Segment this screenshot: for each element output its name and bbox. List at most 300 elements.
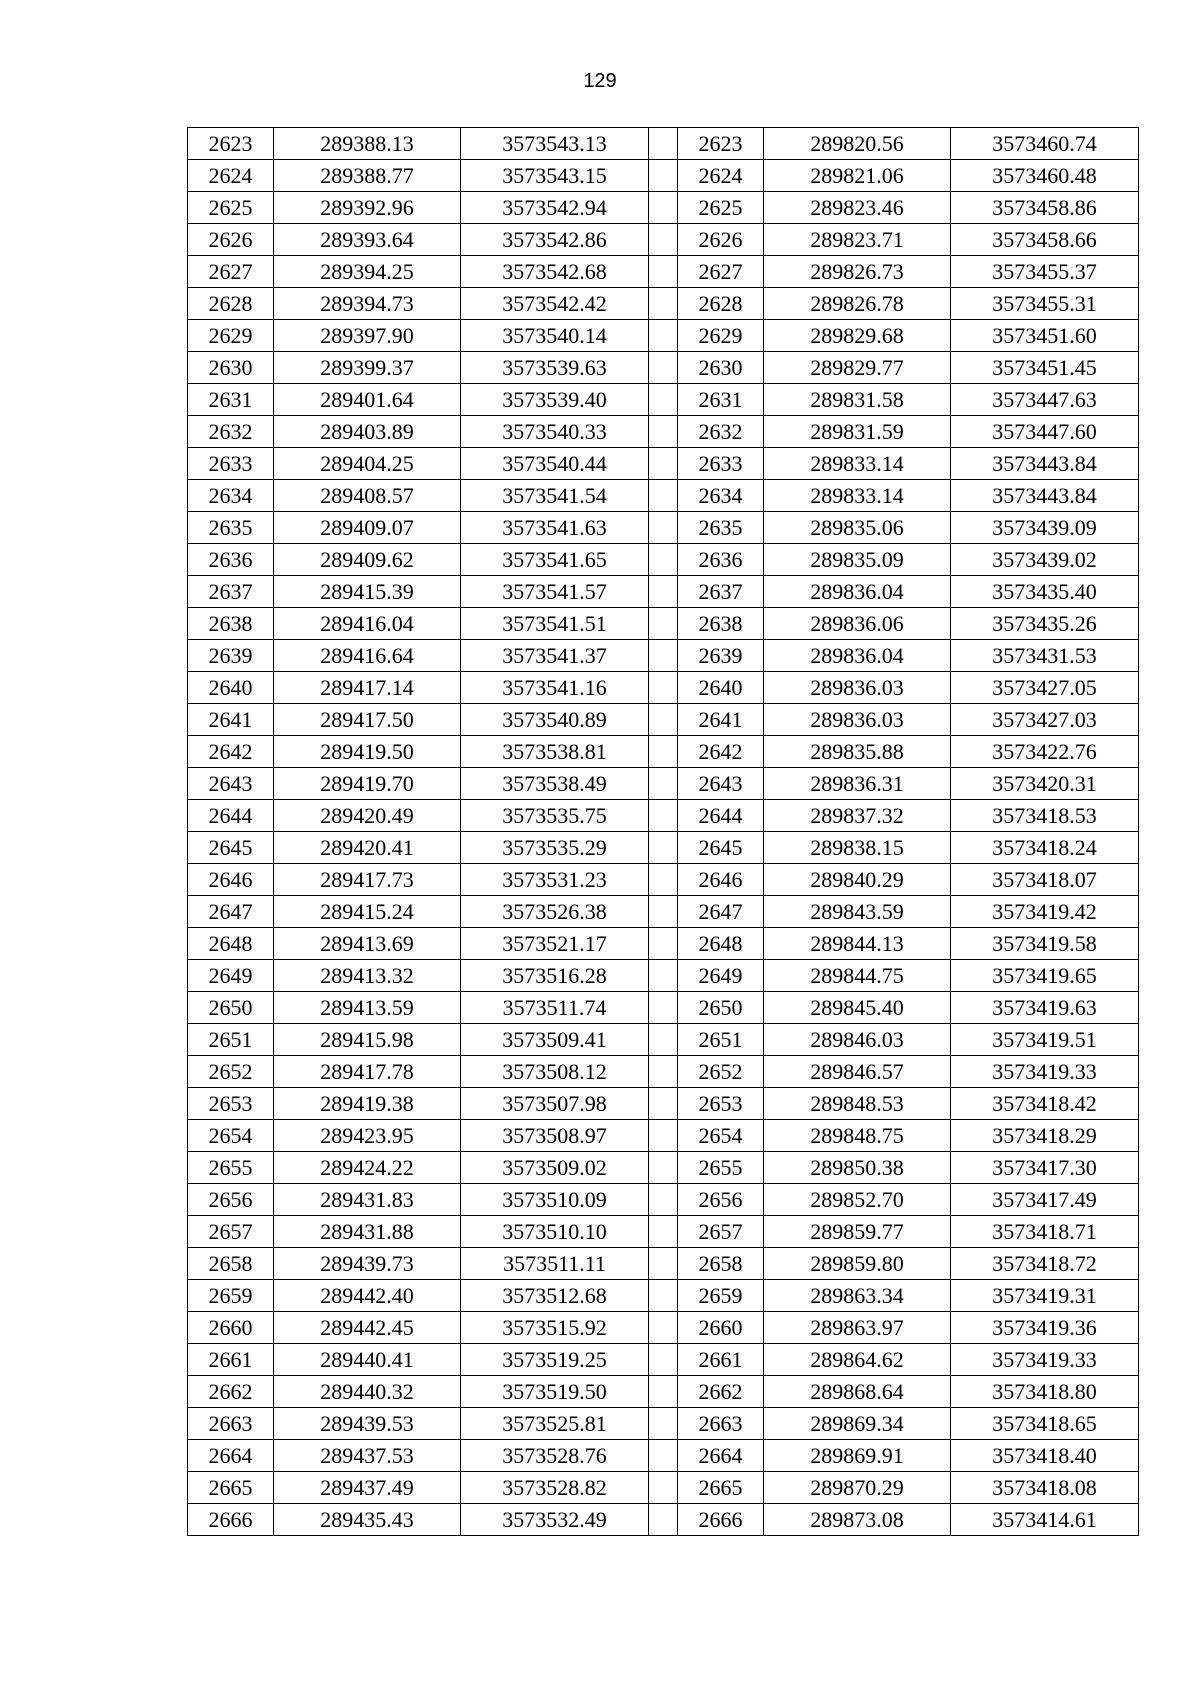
- right-y-coord: 3573427.03: [951, 704, 1139, 736]
- left-x-coord: 289439.53: [274, 1408, 461, 1440]
- left-y-coord: 3573541.63: [461, 512, 649, 544]
- left-y-coord: 3573511.74: [461, 992, 649, 1024]
- left-y-coord: 3573532.49: [461, 1504, 649, 1536]
- right-x-coord: 289833.14: [764, 480, 951, 512]
- table-row: [188, 1472, 1139, 1504]
- right-y-coord: 3573451.45: [951, 352, 1139, 384]
- right-point-id: 2633: [678, 448, 764, 480]
- left-point-id: 2653: [188, 1088, 274, 1120]
- spacer-cell: [649, 576, 678, 608]
- left-x-coord: 289431.88: [274, 1216, 461, 1248]
- spacer-cell: [649, 800, 678, 832]
- spacer-cell: [649, 1248, 678, 1280]
- left-x-coord: 289419.50: [274, 736, 461, 768]
- left-y-coord: 3573541.54: [461, 480, 649, 512]
- table-row: [188, 1376, 1139, 1408]
- spacer-cell: [649, 224, 678, 256]
- right-point-id: 2651: [678, 1024, 764, 1056]
- spacer-cell: [649, 1024, 678, 1056]
- left-point-id: 2661: [188, 1344, 274, 1376]
- right-y-coord: 3573458.86: [951, 192, 1139, 224]
- table-row: [188, 544, 1139, 576]
- right-point-id: 2650: [678, 992, 764, 1024]
- table-row: [188, 1440, 1139, 1472]
- table-row: [188, 864, 1139, 896]
- right-y-coord: 3573418.65: [951, 1408, 1139, 1440]
- right-y-coord: 3573443.84: [951, 480, 1139, 512]
- left-y-coord: 3573542.42: [461, 288, 649, 320]
- right-y-coord: 3573418.29: [951, 1120, 1139, 1152]
- spacer-cell: [649, 1408, 678, 1440]
- right-point-id: 2656: [678, 1184, 764, 1216]
- right-point-id: 2645: [678, 832, 764, 864]
- left-x-coord: 289397.90: [274, 320, 461, 352]
- right-y-coord: 3573422.76: [951, 736, 1139, 768]
- left-point-id: 2638: [188, 608, 274, 640]
- left-x-coord: 289416.04: [274, 608, 461, 640]
- spacer-cell: [649, 736, 678, 768]
- right-y-coord: 3573447.60: [951, 416, 1139, 448]
- right-point-id: 2646: [678, 864, 764, 896]
- table-row: [188, 992, 1139, 1024]
- left-point-id: 2641: [188, 704, 274, 736]
- spacer-cell: [649, 544, 678, 576]
- table-row: [188, 768, 1139, 800]
- right-x-coord: 289821.06: [764, 160, 951, 192]
- right-point-id: 2635: [678, 512, 764, 544]
- right-x-coord: 289823.46: [764, 192, 951, 224]
- left-point-id: 2635: [188, 512, 274, 544]
- table-row: [188, 736, 1139, 768]
- left-x-coord: 289437.53: [274, 1440, 461, 1472]
- spacer-cell: [649, 160, 678, 192]
- left-y-coord: 3573542.68: [461, 256, 649, 288]
- left-y-coord: 3573542.86: [461, 224, 649, 256]
- right-point-id: 2648: [678, 928, 764, 960]
- right-point-id: 2634: [678, 480, 764, 512]
- left-x-coord: 289417.73: [274, 864, 461, 896]
- right-x-coord: 289840.29: [764, 864, 951, 896]
- right-point-id: 2636: [678, 544, 764, 576]
- right-x-coord: 289826.78: [764, 288, 951, 320]
- left-y-coord: 3573508.97: [461, 1120, 649, 1152]
- right-x-coord: 289838.15: [764, 832, 951, 864]
- left-x-coord: 289435.43: [274, 1504, 461, 1536]
- right-x-coord: 289869.34: [764, 1408, 951, 1440]
- table-row: [188, 1120, 1139, 1152]
- right-y-coord: 3573458.66: [951, 224, 1139, 256]
- spacer-cell: [649, 1280, 678, 1312]
- left-point-id: 2634: [188, 480, 274, 512]
- left-x-coord: 289394.25: [274, 256, 461, 288]
- table-row: [188, 160, 1139, 192]
- table-row: [188, 384, 1139, 416]
- table-row: [188, 448, 1139, 480]
- left-x-coord: 289415.98: [274, 1024, 461, 1056]
- left-x-coord: 289417.50: [274, 704, 461, 736]
- right-x-coord: 289823.71: [764, 224, 951, 256]
- left-x-coord: 289442.40: [274, 1280, 461, 1312]
- spacer-cell: [649, 1504, 678, 1536]
- left-y-coord: 3573540.89: [461, 704, 649, 736]
- right-y-coord: 3573431.53: [951, 640, 1139, 672]
- table-row: [188, 928, 1139, 960]
- right-y-coord: 3573418.53: [951, 800, 1139, 832]
- left-x-coord: 289388.77: [274, 160, 461, 192]
- coordinates-table-body: [188, 128, 1139, 1536]
- right-x-coord: 289843.59: [764, 896, 951, 928]
- left-x-coord: 289424.22: [274, 1152, 461, 1184]
- right-point-id: 2653: [678, 1088, 764, 1120]
- left-y-coord: 3573538.81: [461, 736, 649, 768]
- left-point-id: 2663: [188, 1408, 274, 1440]
- left-point-id: 2664: [188, 1440, 274, 1472]
- right-y-coord: 3573418.08: [951, 1472, 1139, 1504]
- right-x-coord: 289829.68: [764, 320, 951, 352]
- left-point-id: 2665: [188, 1472, 274, 1504]
- table-row: [188, 800, 1139, 832]
- left-point-id: 2636: [188, 544, 274, 576]
- left-point-id: 2629: [188, 320, 274, 352]
- left-point-id: 2651: [188, 1024, 274, 1056]
- spacer-cell: [649, 1088, 678, 1120]
- right-point-id: 2662: [678, 1376, 764, 1408]
- left-x-coord: 289392.96: [274, 192, 461, 224]
- right-point-id: 2655: [678, 1152, 764, 1184]
- right-x-coord: 289826.73: [764, 256, 951, 288]
- left-x-coord: 289423.95: [274, 1120, 461, 1152]
- left-point-id: 2646: [188, 864, 274, 896]
- right-x-coord: 289846.57: [764, 1056, 951, 1088]
- left-x-coord: 289403.89: [274, 416, 461, 448]
- right-x-coord: 289850.38: [764, 1152, 951, 1184]
- right-point-id: 2631: [678, 384, 764, 416]
- right-x-coord: 289845.40: [764, 992, 951, 1024]
- left-x-coord: 289413.69: [274, 928, 461, 960]
- spacer-cell: [649, 672, 678, 704]
- right-point-id: 2647: [678, 896, 764, 928]
- left-x-coord: 289401.64: [274, 384, 461, 416]
- right-y-coord: 3573455.31: [951, 288, 1139, 320]
- left-x-coord: 289431.83: [274, 1184, 461, 1216]
- left-x-coord: 289440.41: [274, 1344, 461, 1376]
- spacer-cell: [649, 1152, 678, 1184]
- right-x-coord: 289844.75: [764, 960, 951, 992]
- left-point-id: 2655: [188, 1152, 274, 1184]
- left-x-coord: 289415.24: [274, 896, 461, 928]
- left-y-coord: 3573508.12: [461, 1056, 649, 1088]
- table-row: [188, 672, 1139, 704]
- left-y-coord: 3573543.13: [461, 128, 649, 160]
- table-row: [188, 1408, 1139, 1440]
- right-x-coord: 289831.59: [764, 416, 951, 448]
- left-x-coord: 289394.73: [274, 288, 461, 320]
- right-x-coord: 289837.32: [764, 800, 951, 832]
- right-x-coord: 289859.77: [764, 1216, 951, 1248]
- left-point-id: 2630: [188, 352, 274, 384]
- spacer-cell: [649, 1312, 678, 1344]
- right-point-id: 2644: [678, 800, 764, 832]
- left-x-coord: 289413.32: [274, 960, 461, 992]
- right-point-id: 2627: [678, 256, 764, 288]
- right-y-coord: 3573418.80: [951, 1376, 1139, 1408]
- right-y-coord: 3573417.49: [951, 1184, 1139, 1216]
- left-y-coord: 3573515.92: [461, 1312, 649, 1344]
- right-point-id: 2629: [678, 320, 764, 352]
- left-x-coord: 289420.49: [274, 800, 461, 832]
- left-y-coord: 3573541.51: [461, 608, 649, 640]
- left-y-coord: 3573535.75: [461, 800, 649, 832]
- left-y-coord: 3573541.57: [461, 576, 649, 608]
- left-y-coord: 3573539.40: [461, 384, 649, 416]
- right-x-coord: 289833.14: [764, 448, 951, 480]
- right-y-coord: 3573460.74: [951, 128, 1139, 160]
- right-point-id: 2661: [678, 1344, 764, 1376]
- left-x-coord: 289442.45: [274, 1312, 461, 1344]
- right-point-id: 2654: [678, 1120, 764, 1152]
- left-x-coord: 289408.57: [274, 480, 461, 512]
- left-point-id: 2624: [188, 160, 274, 192]
- table-row: [188, 1152, 1139, 1184]
- left-y-coord: 3573541.37: [461, 640, 649, 672]
- spacer-cell: [649, 1056, 678, 1088]
- left-point-id: 2660: [188, 1312, 274, 1344]
- right-point-id: 2664: [678, 1440, 764, 1472]
- left-y-coord: 3573510.10: [461, 1216, 649, 1248]
- right-point-id: 2630: [678, 352, 764, 384]
- table-row: [188, 576, 1139, 608]
- spacer-cell: [649, 256, 678, 288]
- spacer-cell: [649, 448, 678, 480]
- left-point-id: 2633: [188, 448, 274, 480]
- spacer-cell: [649, 608, 678, 640]
- right-x-coord: 289820.56: [764, 128, 951, 160]
- left-point-id: 2625: [188, 192, 274, 224]
- left-point-id: 2650: [188, 992, 274, 1024]
- left-point-id: 2656: [188, 1184, 274, 1216]
- right-x-coord: 289835.88: [764, 736, 951, 768]
- left-x-coord: 289415.39: [274, 576, 461, 608]
- right-x-coord: 289863.97: [764, 1312, 951, 1344]
- right-x-coord: 289868.64: [764, 1376, 951, 1408]
- spacer-cell: [649, 896, 678, 928]
- right-y-coord: 3573419.31: [951, 1280, 1139, 1312]
- right-x-coord: 289870.29: [764, 1472, 951, 1504]
- left-point-id: 2637: [188, 576, 274, 608]
- right-x-coord: 289836.03: [764, 704, 951, 736]
- table-row: [188, 1312, 1139, 1344]
- right-point-id: 2640: [678, 672, 764, 704]
- right-point-id: 2623: [678, 128, 764, 160]
- right-y-coord: 3573419.36: [951, 1312, 1139, 1344]
- right-x-coord: 289844.13: [764, 928, 951, 960]
- right-x-coord: 289848.75: [764, 1120, 951, 1152]
- left-y-coord: 3573507.98: [461, 1088, 649, 1120]
- left-y-coord: 3573512.68: [461, 1280, 649, 1312]
- spacer-cell: [649, 1184, 678, 1216]
- table-row: [188, 1248, 1139, 1280]
- left-point-id: 2648: [188, 928, 274, 960]
- left-x-coord: 289420.41: [274, 832, 461, 864]
- left-point-id: 2628: [188, 288, 274, 320]
- right-y-coord: 3573451.60: [951, 320, 1139, 352]
- spacer-cell: [649, 992, 678, 1024]
- left-x-coord: 289419.70: [274, 768, 461, 800]
- left-point-id: 2645: [188, 832, 274, 864]
- right-x-coord: 289835.09: [764, 544, 951, 576]
- left-x-coord: 289393.64: [274, 224, 461, 256]
- left-y-coord: 3573541.65: [461, 544, 649, 576]
- table-row: [188, 1216, 1139, 1248]
- left-point-id: 2666: [188, 1504, 274, 1536]
- left-y-coord: 3573540.44: [461, 448, 649, 480]
- left-point-id: 2652: [188, 1056, 274, 1088]
- right-x-coord: 289836.03: [764, 672, 951, 704]
- left-x-coord: 289440.32: [274, 1376, 461, 1408]
- right-y-coord: 3573417.30: [951, 1152, 1139, 1184]
- spacer-cell: [649, 704, 678, 736]
- right-point-id: 2626: [678, 224, 764, 256]
- right-point-id: 2625: [678, 192, 764, 224]
- right-y-coord: 3573419.42: [951, 896, 1139, 928]
- right-y-coord: 3573419.65: [951, 960, 1139, 992]
- right-x-coord: 289836.04: [764, 640, 951, 672]
- right-y-coord: 3573418.42: [951, 1088, 1139, 1120]
- spacer-cell: [649, 352, 678, 384]
- left-y-coord: 3573511.11: [461, 1248, 649, 1280]
- coordinates-table: [187, 127, 1139, 1536]
- right-y-coord: 3573435.26: [951, 608, 1139, 640]
- right-y-coord: 3573418.24: [951, 832, 1139, 864]
- left-point-id: 2649: [188, 960, 274, 992]
- right-y-coord: 3573419.51: [951, 1024, 1139, 1056]
- table-row: [188, 608, 1139, 640]
- left-point-id: 2658: [188, 1248, 274, 1280]
- left-y-coord: 3573521.17: [461, 928, 649, 960]
- right-y-coord: 3573420.31: [951, 768, 1139, 800]
- spacer-cell: [649, 1440, 678, 1472]
- table-row: [188, 1280, 1139, 1312]
- right-x-coord: 289836.06: [764, 608, 951, 640]
- spacer-cell: [649, 128, 678, 160]
- table-row: [188, 832, 1139, 864]
- left-point-id: 2657: [188, 1216, 274, 1248]
- spacer-cell: [649, 1472, 678, 1504]
- right-point-id: 2632: [678, 416, 764, 448]
- table-row: [188, 352, 1139, 384]
- right-x-coord: 289846.03: [764, 1024, 951, 1056]
- left-y-coord: 3573510.09: [461, 1184, 649, 1216]
- left-point-id: 2647: [188, 896, 274, 928]
- right-x-coord: 289863.34: [764, 1280, 951, 1312]
- left-y-coord: 3573528.82: [461, 1472, 649, 1504]
- table-row: [188, 416, 1139, 448]
- spacer-cell: [649, 1216, 678, 1248]
- right-point-id: 2652: [678, 1056, 764, 1088]
- right-point-id: 2657: [678, 1216, 764, 1248]
- right-x-coord: 289869.91: [764, 1440, 951, 1472]
- right-point-id: 2665: [678, 1472, 764, 1504]
- table-row: [188, 1344, 1139, 1376]
- right-point-id: 2643: [678, 768, 764, 800]
- table-row: [188, 320, 1139, 352]
- right-y-coord: 3573419.58: [951, 928, 1139, 960]
- right-point-id: 2637: [678, 576, 764, 608]
- right-y-coord: 3573460.48: [951, 160, 1139, 192]
- left-y-coord: 3573540.33: [461, 416, 649, 448]
- right-point-id: 2639: [678, 640, 764, 672]
- right-y-coord: 3573418.72: [951, 1248, 1139, 1280]
- spacer-cell: [649, 1344, 678, 1376]
- right-y-coord: 3573418.40: [951, 1440, 1139, 1472]
- right-y-coord: 3573418.71: [951, 1216, 1139, 1248]
- left-y-coord: 3573516.28: [461, 960, 649, 992]
- left-y-coord: 3573539.63: [461, 352, 649, 384]
- left-point-id: 2632: [188, 416, 274, 448]
- table-row: [188, 1056, 1139, 1088]
- right-y-coord: 3573418.07: [951, 864, 1139, 896]
- left-y-coord: 3573525.81: [461, 1408, 649, 1440]
- right-y-coord: 3573419.33: [951, 1344, 1139, 1376]
- right-y-coord: 3573427.05: [951, 672, 1139, 704]
- right-y-coord: 3573443.84: [951, 448, 1139, 480]
- left-x-coord: 289419.38: [274, 1088, 461, 1120]
- page-number: 129: [583, 70, 617, 92]
- table-row: [188, 896, 1139, 928]
- spacer-cell: [649, 384, 678, 416]
- left-y-coord: 3573509.41: [461, 1024, 649, 1056]
- left-x-coord: 289404.25: [274, 448, 461, 480]
- right-y-coord: 3573455.37: [951, 256, 1139, 288]
- left-point-id: 2626: [188, 224, 274, 256]
- right-point-id: 2659: [678, 1280, 764, 1312]
- right-point-id: 2660: [678, 1312, 764, 1344]
- right-y-coord: 3573447.63: [951, 384, 1139, 416]
- right-point-id: 2663: [678, 1408, 764, 1440]
- left-x-coord: 289416.64: [274, 640, 461, 672]
- spacer-cell: [649, 960, 678, 992]
- table-row: [188, 1184, 1139, 1216]
- spacer-cell: [649, 320, 678, 352]
- table-row: [188, 480, 1139, 512]
- right-x-coord: 289829.77: [764, 352, 951, 384]
- spacer-cell: [649, 928, 678, 960]
- table-row: [188, 512, 1139, 544]
- table-row: [188, 1088, 1139, 1120]
- right-x-coord: 289859.80: [764, 1248, 951, 1280]
- right-x-coord: 289836.31: [764, 768, 951, 800]
- left-x-coord: 289437.49: [274, 1472, 461, 1504]
- table-row: [188, 224, 1139, 256]
- right-y-coord: 3573419.33: [951, 1056, 1139, 1088]
- left-y-coord: 3573540.14: [461, 320, 649, 352]
- left-y-coord: 3573519.50: [461, 1376, 649, 1408]
- left-y-coord: 3573526.38: [461, 896, 649, 928]
- left-point-id: 2627: [188, 256, 274, 288]
- table-row: [188, 960, 1139, 992]
- left-y-coord: 3573519.25: [461, 1344, 649, 1376]
- spacer-cell: [649, 480, 678, 512]
- left-x-coord: 289413.59: [274, 992, 461, 1024]
- right-point-id: 2658: [678, 1248, 764, 1280]
- left-point-id: 2654: [188, 1120, 274, 1152]
- spacer-cell: [649, 1120, 678, 1152]
- right-point-id: 2649: [678, 960, 764, 992]
- spacer-cell: [649, 768, 678, 800]
- left-y-coord: 3573528.76: [461, 1440, 649, 1472]
- left-y-coord: 3573538.49: [461, 768, 649, 800]
- spacer-cell: [649, 640, 678, 672]
